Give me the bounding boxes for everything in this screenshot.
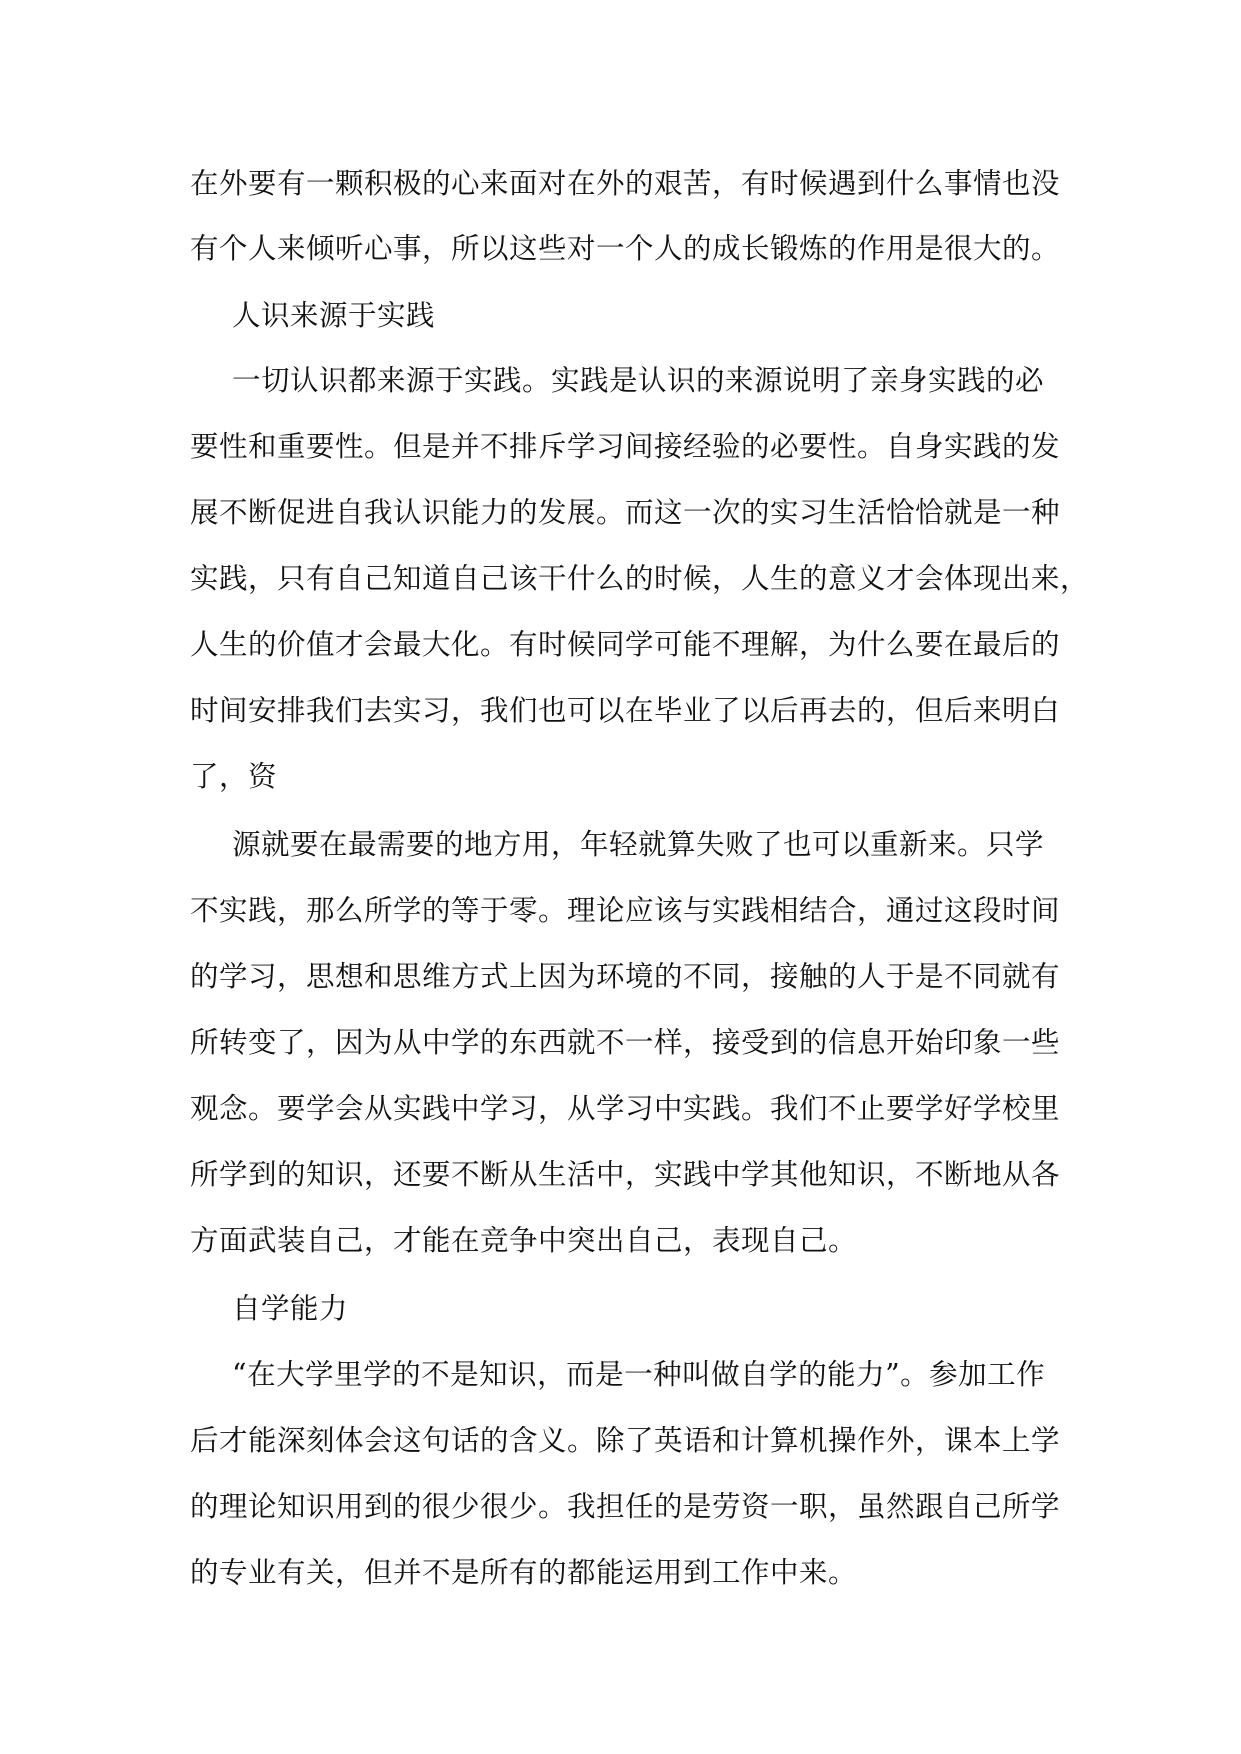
text-line: 在外要有一颗积极的心来面对在外的艰苦，有时候遇到什么事情也没 <box>190 167 1061 200</box>
text-line: 实践，只有自己知道自己该干什么的时候，人生的意义才会体现出来， <box>190 562 1090 595</box>
text-line: 时间安排我们去实习，我们也可以在毕业了以后再去的，但后来明白 <box>190 694 1061 727</box>
text-line: 源就要在最需要的地方用，年轻就算失败了也可以重新来。只学 <box>232 828 1045 861</box>
text-line: 有个人来倾听心事，所以这些对一个人的成长锻炼的作用是很大的。 <box>190 232 1061 265</box>
section-heading: 自学能力 <box>232 1292 349 1325</box>
text-line: 所转变了，因为从中学的东西就不一样，接受到的信息开始印象一些 <box>190 1026 1061 1059</box>
text-line: 后才能深刻体会这句话的含义。除了英语和计算机操作外，课本上学 <box>190 1424 1061 1457</box>
text-line: 展不断促进自我认识能力的发展。而这一次的实习生活恰恰就是一种 <box>190 496 1061 529</box>
text-line: 了，资 <box>190 760 278 793</box>
text-line: 人生的价值才会最大化。有时候同学可能不理解，为什么要在最后的 <box>190 628 1061 661</box>
section-heading: 人识来源于实践 <box>232 299 436 332</box>
text-line: 的理论知识用到的很少很少。我担任的是劳资一职，虽然跟自己所学 <box>190 1490 1061 1523</box>
text-line: 方面武装自己，才能在竞争中突出自己，表现自己。 <box>190 1224 858 1257</box>
text-line: 要性和重要性。但是并不排斥学习间接经验的必要性。自身实践的发 <box>190 430 1061 463</box>
text-line: 所学到的知识，还要不断从生活中，实践中学其他知识，不断地从各 <box>190 1158 1061 1191</box>
text-line: 一切认识都来源于实践。实践是认识的来源说明了亲身实践的必 <box>232 364 1045 397</box>
text-line: 观念。要学会从实践中学习，从学习中实践。我们不止要学好学校里 <box>190 1092 1061 1125</box>
text-line: “在大学里学的不是知识，而是一种叫做自学的能力”。参加工作 <box>232 1358 1046 1391</box>
text-line: 的学习，思想和思维方式上因为环境的不同，接触的人于是不同就有 <box>190 960 1061 993</box>
text-line: 不实践，那么所学的等于零。理论应该与实践相结合，通过这段时间 <box>190 894 1061 927</box>
text-line: 的专业有关，但并不是所有的都能运用到工作中来。 <box>190 1556 858 1589</box>
